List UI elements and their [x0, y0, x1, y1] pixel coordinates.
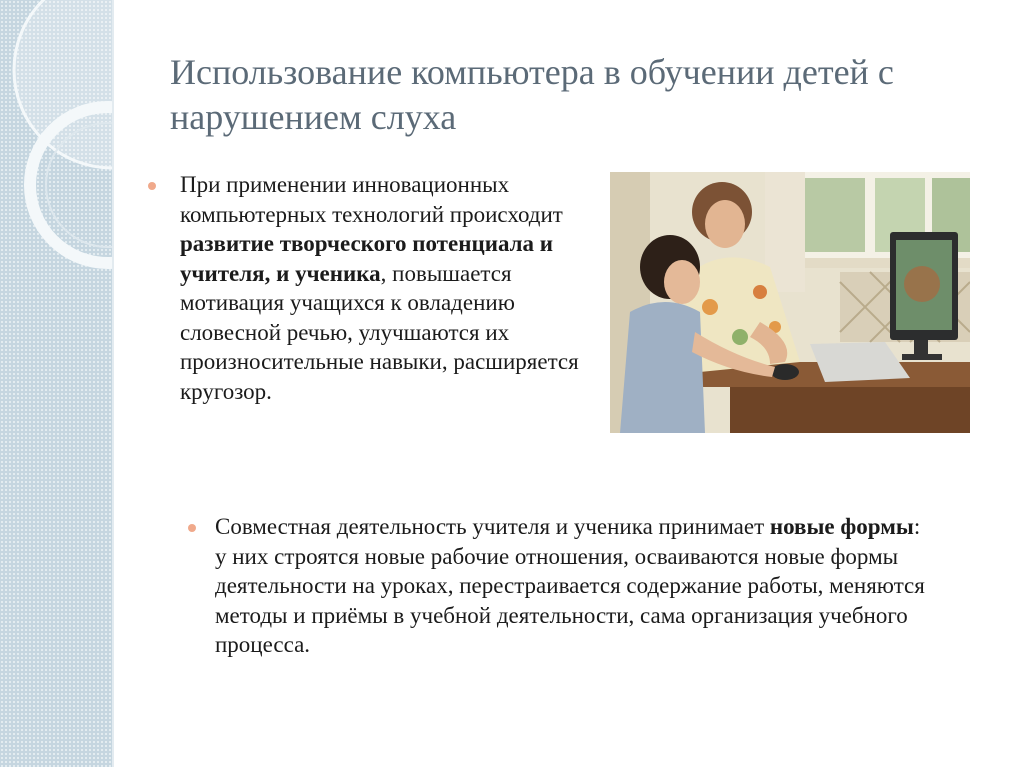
bullet-paragraph-1 [180, 170, 600, 406]
bullet-1-bold-text: развитие творческого потенциала и учителя, и ученика [180, 231, 554, 286]
bullet-1-text-end: , повышается мотивация учащихся к овладению словесной речью, улучшаются их произносительные навыки, расширяется кругозор. [180, 260, 579, 404]
circle-ornament-icon [0, 0, 112, 767]
bullet-paragraph-2 [215, 512, 935, 660]
sidebar-divider [112, 0, 114, 767]
bullet-2-bold-text: новые формы [769, 514, 914, 539]
slide-title: Использование компьютера в обучении детей с нарушением слуха [170, 52, 894, 137]
bullet-icon [188, 524, 196, 532]
bullet-icon [148, 182, 156, 190]
classroom-photo [610, 172, 970, 433]
decorative-sidebar [0, 0, 112, 767]
bullet-2-text-start: Совместная деятельность учителя и ученика принимает [215, 514, 770, 539]
bullet-2-text-end: : у них строятся новые рабочие отношения, осваиваются новые формы деятельности на уроках, перестраивается содержание работы, меняются методы и приёмы в учебной деятельности, сама организация учебного процесса. [215, 514, 925, 657]
bullet-1-text-start: При применении инновационных компьютерных технологий происходит [180, 172, 563, 227]
classroom-photo-icon [610, 172, 970, 433]
